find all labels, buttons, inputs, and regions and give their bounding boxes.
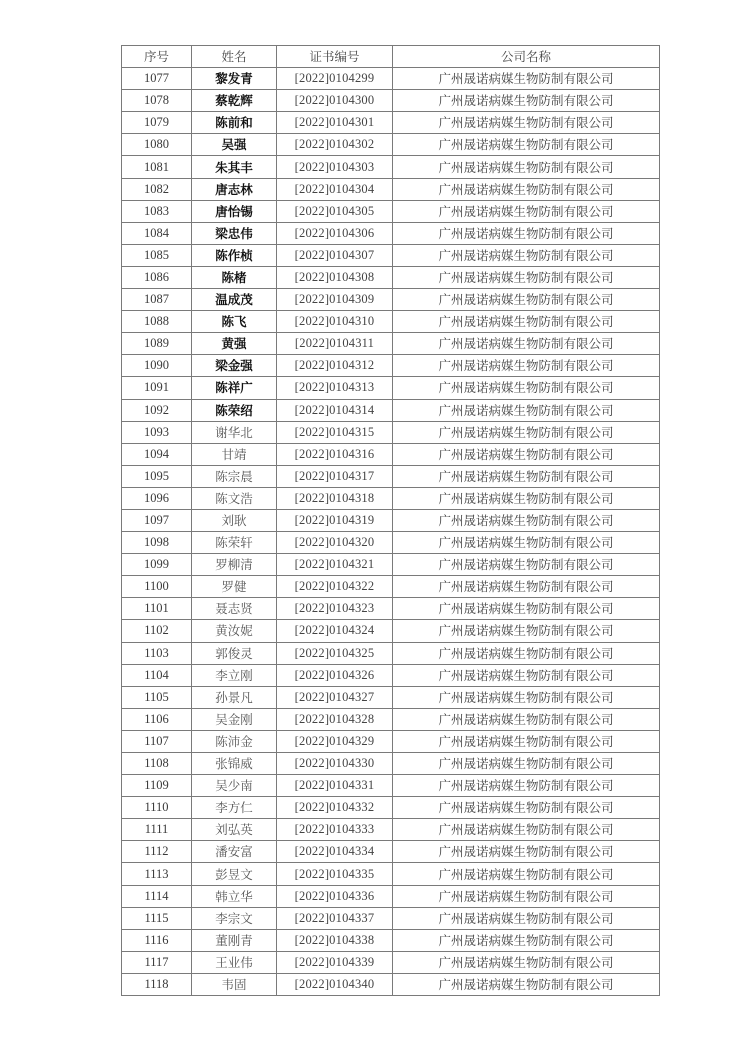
company-name-cell: 广州晟诺病媒生物防制有限公司 (393, 311, 660, 333)
certificate-number-cell: [2022]0104308 (277, 266, 393, 288)
serial-number-cell: 1096 (122, 487, 192, 509)
table-row (122, 797, 660, 819)
name-cell: 蔡乾辉 (192, 90, 277, 112)
certificate-number-cell: [2022]0104340 (277, 973, 393, 995)
table-row (122, 819, 660, 841)
serial-number-cell: 1104 (122, 664, 192, 686)
name-cell: 陈荣绍 (192, 399, 277, 421)
company-name-cell: 广州晟诺病媒生物防制有限公司 (393, 576, 660, 598)
name-cell: 吴金刚 (192, 708, 277, 730)
company-name-cell: 广州晟诺病媒生物防制有限公司 (393, 708, 660, 730)
name-cell: 陈宗晨 (192, 465, 277, 487)
name-cell: 郭俊灵 (192, 642, 277, 664)
table-row (122, 620, 660, 642)
name-cell: 陈沛金 (192, 730, 277, 752)
certificate-number-cell: [2022]0104307 (277, 244, 393, 266)
certificate-number-cell: [2022]0104315 (277, 421, 393, 443)
serial-number-cell: 1101 (122, 598, 192, 620)
name-cell: 罗健 (192, 576, 277, 598)
serial-number-cell: 1112 (122, 841, 192, 863)
certificate-number-cell: [2022]0104309 (277, 289, 393, 311)
serial-number-cell: 1092 (122, 399, 192, 421)
company-name-cell: 广州晟诺病媒生物防制有限公司 (393, 112, 660, 134)
table-row (122, 642, 660, 664)
company-name-cell: 广州晟诺病媒生物防制有限公司 (393, 686, 660, 708)
company-name-cell: 广州晟诺病媒生物防制有限公司 (393, 443, 660, 465)
company-name-cell: 广州晟诺病媒生物防制有限公司 (393, 532, 660, 554)
table-row (122, 178, 660, 200)
certificate-number-cell: [2022]0104327 (277, 686, 393, 708)
company-name-cell: 广州晟诺病媒生物防制有限公司 (393, 730, 660, 752)
table-row (122, 664, 660, 686)
table-row (122, 134, 660, 156)
certificate-number-cell: [2022]0104301 (277, 112, 393, 134)
name-cell: 李宗文 (192, 907, 277, 929)
table-row (122, 509, 660, 531)
certificate-number-cell: [2022]0104319 (277, 509, 393, 531)
table-row (122, 907, 660, 929)
table-row (122, 289, 660, 311)
name-cell: 黄汝妮 (192, 620, 277, 642)
name-cell: 唐志林 (192, 178, 277, 200)
serial-number-cell: 1088 (122, 311, 192, 333)
certificate-number-cell: [2022]0104320 (277, 532, 393, 554)
table-row (122, 775, 660, 797)
certificate-table (121, 45, 660, 996)
certificate-number-cell: [2022]0104323 (277, 598, 393, 620)
company-name-cell: 广州晟诺病媒生物防制有限公司 (393, 487, 660, 509)
name-cell: 梁忠伟 (192, 222, 277, 244)
name-cell: 刘耿 (192, 509, 277, 531)
serial-number-cell: 1113 (122, 863, 192, 885)
name-cell: 陈飞 (192, 311, 277, 333)
header-serial-number: 序号 (122, 46, 192, 68)
serial-number-cell: 1108 (122, 753, 192, 775)
certificate-number-cell: [2022]0104329 (277, 730, 393, 752)
table-row (122, 244, 660, 266)
serial-number-cell: 1079 (122, 112, 192, 134)
table-row (122, 156, 660, 178)
table-row (122, 973, 660, 995)
table-header-row (122, 46, 660, 68)
company-name-cell: 广州晟诺病媒生物防制有限公司 (393, 642, 660, 664)
company-name-cell: 广州晟诺病媒生物防制有限公司 (393, 90, 660, 112)
name-cell: 彭昱文 (192, 863, 277, 885)
certificate-number-cell: [2022]0104311 (277, 333, 393, 355)
serial-number-cell: 1097 (122, 509, 192, 531)
company-name-cell: 广州晟诺病媒生物防制有限公司 (393, 554, 660, 576)
company-name-cell: 广州晟诺病媒生物防制有限公司 (393, 841, 660, 863)
certificate-number-cell: [2022]0104313 (277, 377, 393, 399)
name-cell: 李立刚 (192, 664, 277, 686)
company-name-cell: 广州晟诺病媒生物防制有限公司 (393, 797, 660, 819)
table-row (122, 532, 660, 554)
certificate-number-cell: [2022]0104337 (277, 907, 393, 929)
serial-number-cell: 1094 (122, 443, 192, 465)
company-name-cell: 广州晟诺病媒生物防制有限公司 (393, 598, 660, 620)
table-row (122, 598, 660, 620)
table-row (122, 487, 660, 509)
table-row (122, 951, 660, 973)
table-row (122, 929, 660, 951)
table-row (122, 421, 660, 443)
name-cell: 陈祥广 (192, 377, 277, 399)
name-cell: 吴强 (192, 134, 277, 156)
table-row (122, 753, 660, 775)
table-row (122, 576, 660, 598)
name-cell: 黎发青 (192, 68, 277, 90)
certificate-number-cell: [2022]0104318 (277, 487, 393, 509)
company-name-cell: 广州晟诺病媒生物防制有限公司 (393, 134, 660, 156)
company-name-cell: 广州晟诺病媒生物防制有限公司 (393, 266, 660, 288)
header-company-name: 公司名称 (393, 46, 660, 68)
serial-number-cell: 1103 (122, 642, 192, 664)
table-row (122, 554, 660, 576)
company-name-cell: 广州晟诺病媒生物防制有限公司 (393, 951, 660, 973)
company-name-cell: 广州晟诺病媒生物防制有限公司 (393, 222, 660, 244)
serial-number-cell: 1117 (122, 951, 192, 973)
certificate-number-cell: [2022]0104310 (277, 311, 393, 333)
certificate-number-cell: [2022]0104338 (277, 929, 393, 951)
company-name-cell: 广州晟诺病媒生物防制有限公司 (393, 775, 660, 797)
company-name-cell: 广州晟诺病媒生物防制有限公司 (393, 620, 660, 642)
company-name-cell: 广州晟诺病媒生物防制有限公司 (393, 973, 660, 995)
certificate-number-cell: [2022]0104304 (277, 178, 393, 200)
serial-number-cell: 1110 (122, 797, 192, 819)
table-row (122, 841, 660, 863)
certificate-number-cell: [2022]0104299 (277, 68, 393, 90)
certificate-number-cell: [2022]0104305 (277, 200, 393, 222)
name-cell: 陈作桢 (192, 244, 277, 266)
serial-number-cell: 1099 (122, 554, 192, 576)
certificate-number-cell: [2022]0104316 (277, 443, 393, 465)
table-row (122, 355, 660, 377)
serial-number-cell: 1077 (122, 68, 192, 90)
certificate-number-cell: [2022]0104317 (277, 465, 393, 487)
company-name-cell: 广州晟诺病媒生物防制有限公司 (393, 819, 660, 841)
certificate-number-cell: [2022]0104331 (277, 775, 393, 797)
name-cell: 梁金强 (192, 355, 277, 377)
table-row (122, 399, 660, 421)
company-name-cell: 广州晟诺病媒生物防制有限公司 (393, 664, 660, 686)
name-cell: 董刚青 (192, 929, 277, 951)
header-certificate-number: 证书编号 (277, 46, 393, 68)
name-cell: 谢华北 (192, 421, 277, 443)
name-cell: 甘靖 (192, 443, 277, 465)
table-row (122, 708, 660, 730)
table-row (122, 200, 660, 222)
serial-number-cell: 1116 (122, 929, 192, 951)
name-cell: 黄强 (192, 333, 277, 355)
name-cell: 聂志贤 (192, 598, 277, 620)
table-row (122, 863, 660, 885)
table-row (122, 333, 660, 355)
certificate-number-cell: [2022]0104306 (277, 222, 393, 244)
certificate-number-cell: [2022]0104336 (277, 885, 393, 907)
name-cell: 陈文浩 (192, 487, 277, 509)
table-row (122, 266, 660, 288)
name-cell: 陈前和 (192, 112, 277, 134)
name-cell: 陈荣轩 (192, 532, 277, 554)
table-row (122, 377, 660, 399)
serial-number-cell: 1093 (122, 421, 192, 443)
company-name-cell: 广州晟诺病媒生物防制有限公司 (393, 907, 660, 929)
company-name-cell: 广州晟诺病媒生物防制有限公司 (393, 68, 660, 90)
serial-number-cell: 1109 (122, 775, 192, 797)
certificate-number-cell: [2022]0104300 (277, 90, 393, 112)
serial-number-cell: 1105 (122, 686, 192, 708)
table-row (122, 222, 660, 244)
company-name-cell: 广州晟诺病媒生物防制有限公司 (393, 289, 660, 311)
name-cell: 张锦威 (192, 753, 277, 775)
serial-number-cell: 1114 (122, 885, 192, 907)
certificate-number-cell: [2022]0104314 (277, 399, 393, 421)
table-body (122, 68, 660, 996)
serial-number-cell: 1091 (122, 377, 192, 399)
name-cell: 陈楮 (192, 266, 277, 288)
company-name-cell: 广州晟诺病媒生物防制有限公司 (393, 753, 660, 775)
company-name-cell: 广州晟诺病媒生物防制有限公司 (393, 200, 660, 222)
certificate-number-cell: [2022]0104335 (277, 863, 393, 885)
table-row (122, 885, 660, 907)
serial-number-cell: 1106 (122, 708, 192, 730)
certificate-number-cell: [2022]0104321 (277, 554, 393, 576)
name-cell: 罗柳清 (192, 554, 277, 576)
company-name-cell: 广州晟诺病媒生物防制有限公司 (393, 421, 660, 443)
name-cell: 孙景凡 (192, 686, 277, 708)
certificate-number-cell: [2022]0104312 (277, 355, 393, 377)
table-row (122, 68, 660, 90)
table-row (122, 465, 660, 487)
serial-number-cell: 1084 (122, 222, 192, 244)
company-name-cell: 广州晟诺病媒生物防制有限公司 (393, 377, 660, 399)
header-name: 姓名 (192, 46, 277, 68)
serial-number-cell: 1118 (122, 973, 192, 995)
certificate-number-cell: [2022]0104339 (277, 951, 393, 973)
name-cell: 朱其丰 (192, 156, 277, 178)
table-row (122, 443, 660, 465)
certificate-number-cell: [2022]0104334 (277, 841, 393, 863)
serial-number-cell: 1078 (122, 90, 192, 112)
company-name-cell: 广州晟诺病媒生物防制有限公司 (393, 244, 660, 266)
certificate-number-cell: [2022]0104325 (277, 642, 393, 664)
serial-number-cell: 1087 (122, 289, 192, 311)
serial-number-cell: 1086 (122, 266, 192, 288)
serial-number-cell: 1107 (122, 730, 192, 752)
table-row (122, 686, 660, 708)
name-cell: 韦固 (192, 973, 277, 995)
name-cell: 王业伟 (192, 951, 277, 973)
name-cell: 李方仁 (192, 797, 277, 819)
table-row (122, 730, 660, 752)
certificate-number-cell: [2022]0104333 (277, 819, 393, 841)
table-row (122, 112, 660, 134)
certificate-number-cell: [2022]0104326 (277, 664, 393, 686)
company-name-cell: 广州晟诺病媒生物防制有限公司 (393, 399, 660, 421)
table-row (122, 90, 660, 112)
name-cell: 韩立华 (192, 885, 277, 907)
serial-number-cell: 1082 (122, 178, 192, 200)
company-name-cell: 广州晟诺病媒生物防制有限公司 (393, 156, 660, 178)
company-name-cell: 广州晟诺病媒生物防制有限公司 (393, 509, 660, 531)
certificate-number-cell: [2022]0104328 (277, 708, 393, 730)
serial-number-cell: 1111 (122, 819, 192, 841)
company-name-cell: 广州晟诺病媒生物防制有限公司 (393, 178, 660, 200)
name-cell: 唐怡锡 (192, 200, 277, 222)
serial-number-cell: 1095 (122, 465, 192, 487)
certificate-number-cell: [2022]0104332 (277, 797, 393, 819)
name-cell: 刘弘英 (192, 819, 277, 841)
company-name-cell: 广州晟诺病媒生物防制有限公司 (393, 333, 660, 355)
serial-number-cell: 1089 (122, 333, 192, 355)
serial-number-cell: 1090 (122, 355, 192, 377)
serial-number-cell: 1083 (122, 200, 192, 222)
name-cell: 吴少南 (192, 775, 277, 797)
certificate-number-cell: [2022]0104322 (277, 576, 393, 598)
company-name-cell: 广州晟诺病媒生物防制有限公司 (393, 863, 660, 885)
serial-number-cell: 1102 (122, 620, 192, 642)
company-name-cell: 广州晟诺病媒生物防制有限公司 (393, 885, 660, 907)
name-cell: 温成茂 (192, 289, 277, 311)
certificate-number-cell: [2022]0104324 (277, 620, 393, 642)
certificate-number-cell: [2022]0104303 (277, 156, 393, 178)
certificate-number-cell: [2022]0104302 (277, 134, 393, 156)
name-cell: 潘安富 (192, 841, 277, 863)
serial-number-cell: 1085 (122, 244, 192, 266)
company-name-cell: 广州晟诺病媒生物防制有限公司 (393, 355, 660, 377)
serial-number-cell: 1080 (122, 134, 192, 156)
table-row (122, 311, 660, 333)
serial-number-cell: 1115 (122, 907, 192, 929)
serial-number-cell: 1081 (122, 156, 192, 178)
company-name-cell: 广州晟诺病媒生物防制有限公司 (393, 465, 660, 487)
serial-number-cell: 1098 (122, 532, 192, 554)
serial-number-cell: 1100 (122, 576, 192, 598)
company-name-cell: 广州晟诺病媒生物防制有限公司 (393, 929, 660, 951)
certificate-number-cell: [2022]0104330 (277, 753, 393, 775)
